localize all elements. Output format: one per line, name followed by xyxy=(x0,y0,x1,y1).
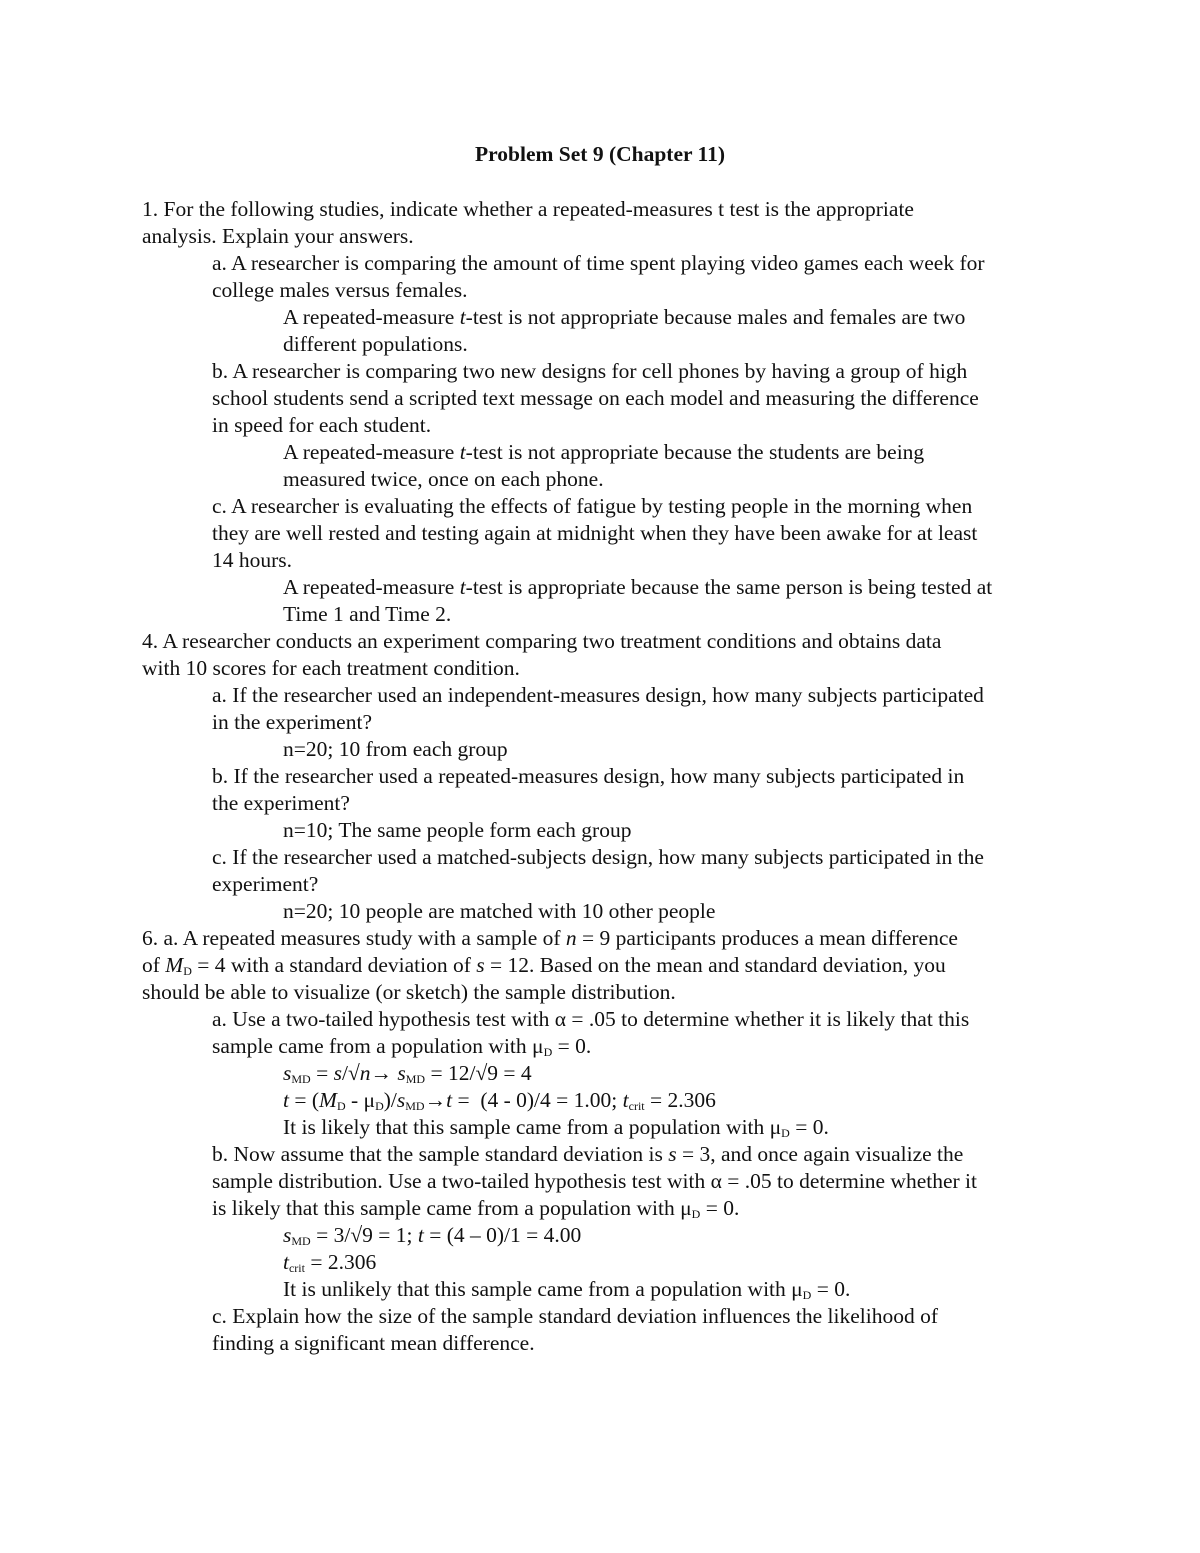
text-line: n=20; 10 from each group xyxy=(283,737,508,761)
text-line: A repeated-measure t-test is not appropriate because males and females are two xyxy=(283,305,966,329)
text-line: sample came from a population with $\mu_D = 0$. xyxy=(212,1034,592,1059)
document-title: Problem Set 9 (Chapter 11) xyxy=(474,142,725,166)
text-line: n=10; The same people form each group xyxy=(283,818,632,842)
text-line: of $M_D = 4$ with a standard deviation of s = 12. Based on the mean and standard deviation, you xyxy=(142,953,946,978)
text-line: 1. For the following studies, indicate whether a repeated-measures t test is the appropriate xyxy=(142,197,914,221)
text-line: b. If the researcher used a repeated-measures design, how many subjects participated in xyxy=(212,764,965,788)
text-line: a. If the researcher used an independent-measures design, how many subjects participated xyxy=(212,683,984,707)
text-line: b. Now assume that the sample standard deviation is s = 3, and once again visualize the xyxy=(212,1142,964,1166)
text-line: sample distribution. Use a two-tailed hypothesis test with α = .05 to determine whether it xyxy=(212,1169,978,1193)
text-line: school students send a scripted text message on each model and measuring the difference xyxy=(212,386,979,410)
text-line: It is likely that this sample came from a population with $\mu_D = 0$. xyxy=(283,1115,829,1140)
text-line: experiment? xyxy=(212,872,319,896)
text-line: with 10 scores for each treatment condition. xyxy=(142,656,520,680)
text-line: finding a significant mean difference. xyxy=(212,1331,535,1355)
text-line: analysis. Explain your answers. xyxy=(142,224,414,248)
text-line: in the experiment? xyxy=(212,710,372,734)
text-line: n=20; 10 people are matched with 10 other people xyxy=(283,899,716,923)
text-line: 14 hours. xyxy=(212,548,293,572)
text-line: $t_{crit} = 2.306$ xyxy=(283,1250,377,1275)
text-line: a. Use a two-tailed hypothesis test with α = .05 to determine whether it is likely that this xyxy=(212,1007,970,1031)
document-body xyxy=(142,196,1067,1357)
text-line: A repeated-measure t-test is appropriate because the same person is being tested at xyxy=(283,575,993,599)
text-line: b. A researcher is comparing two new designs for cell phones by having a group of high xyxy=(212,359,968,383)
text-line: in speed for each student. xyxy=(212,413,432,437)
text-line: It is unlikely that this sample came from a population with $\mu_D = 0$. xyxy=(283,1277,851,1302)
text-line: is likely that this sample came from a population with $\mu_D = 0$. xyxy=(212,1196,740,1221)
text-line: $s_{MD} = s/√n\to s_{MD} = 12/√9 = 4$ xyxy=(283,1061,532,1086)
text-line: different populations. xyxy=(283,332,468,356)
text-line: a. A researcher is comparing the amount of time spent playing video games each week for xyxy=(212,251,985,275)
text-line: college males versus females. xyxy=(212,278,468,302)
text-line: $t = (M_D - \mu_D)/s_{MD}\to t = (4 - 0)/4 = 1.00$; $t_{crit} = 2.306$ xyxy=(283,1088,716,1113)
text-line: 4. A researcher conducts an experiment comparing two treatment conditions and obtains data xyxy=(142,629,942,653)
text-line: c. If the researcher used a matched-subjects design, how many subjects participated in the xyxy=(212,845,984,869)
text-line: they are well rested and testing again at midnight when they have been awake for at least xyxy=(212,521,978,545)
text-line: c. Explain how the size of the sample standard deviation influences the likelihood of xyxy=(212,1304,939,1328)
text-line: should be able to visualize (or sketch) the sample distribution. xyxy=(142,980,676,1004)
text-line: Time 1 and Time 2. xyxy=(283,602,452,626)
text-line: $s_{MD} = 3/√9 = 1$; t = (4 – 0)/1 = 4.00 xyxy=(283,1223,582,1248)
text-line: 6. a. A repeated measures study with a sample of n = 9 participants produces a mean difference xyxy=(142,926,958,950)
text-line: measured twice, once on each phone. xyxy=(283,467,604,491)
text-line: A repeated-measure t-test is not appropriate because the students are being xyxy=(283,440,925,464)
text-line: c. A researcher is evaluating the effects of fatigue by testing people in the morning when xyxy=(212,494,973,518)
text-line: the experiment? xyxy=(212,791,350,815)
